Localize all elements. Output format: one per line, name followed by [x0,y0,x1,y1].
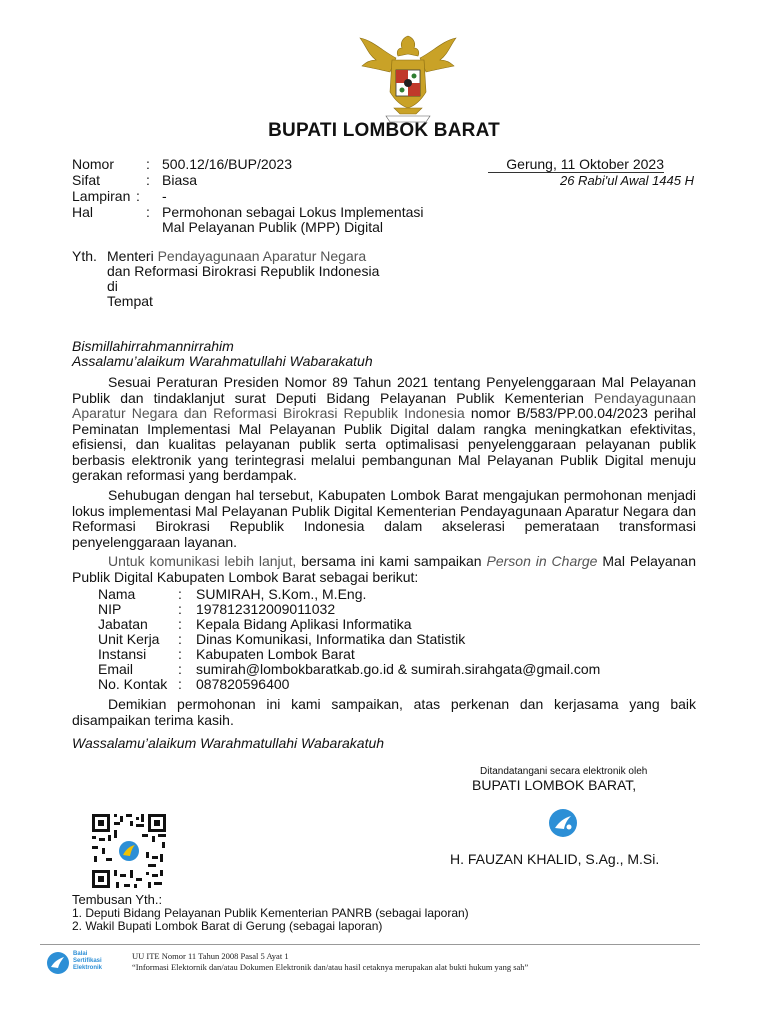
meta-colon: : [146,172,150,188]
addressee-prefix: Yth. [72,248,97,264]
bsre-seal-icon [548,808,578,838]
letter-title: BUPATI LOMBOK BARAT [268,120,500,141]
pic-value-jabatan: Kepala Bidang Aplikasi Informatika [196,616,412,632]
bsre-logo [46,950,116,976]
pic-colon: : [178,616,182,632]
letter-date: Gerung, 11 Oktober 2023 [488,156,664,173]
pic-colon: : [178,601,182,617]
pic-label-instansi: Instansi [98,646,147,662]
tembusan-heading: Tembusan Yth.: [72,892,163,907]
pic-value-email: sumirah@lombokbaratkab.go.id & sumirah.sirahgata@gmail.com [196,661,601,677]
meta-colon: : [136,188,140,204]
pic-colon: : [178,646,182,662]
tembusan-item: 2. Wakil Bupati Lombok Barat di Gerung (sebagai laporan) [72,919,383,933]
pic-label-nama: Nama [98,586,136,602]
pic-label-kontak: No. Kontak [98,676,168,692]
pic-label-nip: NIP [98,601,122,617]
meta-label-sifat: Sifat [72,172,101,188]
closing-salam: Wassalamu’alaikum Warahmatullahi Wabarakatuh [72,735,385,751]
signature-office: BUPATI LOMBOK BARAT, [472,777,637,793]
opening-bismillah: Bismillahirrahmannirrahim [72,338,234,354]
addressee-line2: dan Reformasi Birokrasi Republik Indonesia [107,263,380,279]
signature-note: Ditandatangani secara elektronik oleh [480,766,648,777]
pic-label-jabatan: Jabatan [98,616,148,632]
pic-colon: : [178,661,182,677]
body-paragraph-1: Sesuai Peraturan Presiden Nomor 89 Tahun 2021 tentang Penyelenggaraan Mal Pelayanan Publik dan tindaklanjut surat Deputi Bidang Pelayanan Publik Kementerian Pendayagunaan Aparatur Negara dan Reformasi Birokrasi Republik Indonesia nomor B/583/PP.00.04/2023 perihal Peminatan Implementasi Mal Pelayanan Publik Digital dalam rangka meningkatkan efektivitas, efisiensi, dan kualitas pelayanan publik serta optimalisasi penyelenggaraan pelayanan publik berbasis elektronik yang terintegrasi melalui pembangunan Mal Pelayanan Publik Digital menuju gerakan reformasi yang berdampak. [72,374,697,483]
bsre-logo-icon [46,951,70,975]
meta-value-lampiran: - [162,188,167,204]
bsre-logo-text: Sertifikasi [73,958,102,964]
pic-value-instansi: Kabupaten Lombok Barat [196,646,355,662]
hijri-date: 26 Rabi'ul Awal 1445 H [559,173,694,188]
pic-colon: : [178,631,182,647]
pic-value-nip: 197812312009011032 [196,601,336,617]
pic-value-unit-kerja: Dinas Komunikasi, Informatika dan Statistik [196,631,466,647]
addressee-line4: Tempat [107,293,153,309]
garuda-emblem-icon [356,30,460,126]
pic-colon: : [178,676,182,692]
pic-colon: : [178,586,182,602]
opening-salam: Assalamu’alaikum Warahmatullahi Wabarakatuh [72,353,373,369]
addressee-line3: di [107,278,118,294]
meta-value-sifat: Biasa [162,172,198,188]
meta-label-lampiran: Lampiran [72,188,131,204]
tembusan-item: 1. Deputi Bidang Pelayanan Publik Kementerian PANRB (sebagai laporan) [72,906,469,920]
pic-value-kontak: 087820596400 [196,676,290,692]
pic-value-nama: SUMIRAH, S.Kom., M.Eng. [196,586,367,602]
qr-code-icon [90,812,168,890]
meta-value-hal: Permohonan sebagai Lokus Implementasi [162,204,424,220]
body-paragraph-4: Demikian permohonan ini kami sampaikan, atas perkenan dan kerjasama yang baik disampaikan terima kasih. [72,696,696,728]
meta-label-hal: Hal [72,204,94,220]
meta-label-nomor: Nomor [72,156,115,172]
footer-legal-text [132,951,528,973]
bsre-logo-text: Elektronik [73,965,103,971]
body-paragraph-3: Untuk komunikasi lebih lanjut, bersama ini kami sampaikan Person in Charge Mal Pelayanan Publik Digital Kabupaten Lombok Barat sebagai berikut: [72,553,697,585]
footer-line-1: UU ITE Nomor 11 Tahun 2008 Pasal 5 Ayat 1 [132,951,289,961]
meta-colon: : [146,156,150,172]
footer-line-2: “Informasi Elektornik dan/atau Dokumen Elektronik dan/atau hasil cetaknya merupakan alat bukti hukum yang sah” [132,962,529,972]
signatory-name: H. FAUZAN KHALID, S.Ag., M.Si. [450,851,660,867]
meta-colon: : [146,204,150,220]
meta-value-hal-cont: Mal Pelayanan Publik (MPP) Digital [162,219,383,235]
pic-label-email: Email [98,661,134,677]
body-paragraph-2: Sehubugan dengan hal tersebut, Kabupaten Lombok Barat mengajukan permohonan menjadi lokus implementasi Mal Pelayanan Publik Digital Kementerian Pendayagunaan Aparatur Negara dan Reformasi Birokrasi Republik Indonesia dalam akselerasi pemerataan transformasi penyelenggaraan layanan. [72,487,696,550]
pic-label-unit-kerja: Unit Kerja [98,631,160,647]
footer-divider [40,944,700,945]
bsre-logo-text: Balai [73,951,88,957]
meta-value-nomor: 500.12/16/BUP/2023 [162,156,292,172]
addressee-line1: Menteri Pendayagunaan Aparatur Negara [107,248,367,264]
